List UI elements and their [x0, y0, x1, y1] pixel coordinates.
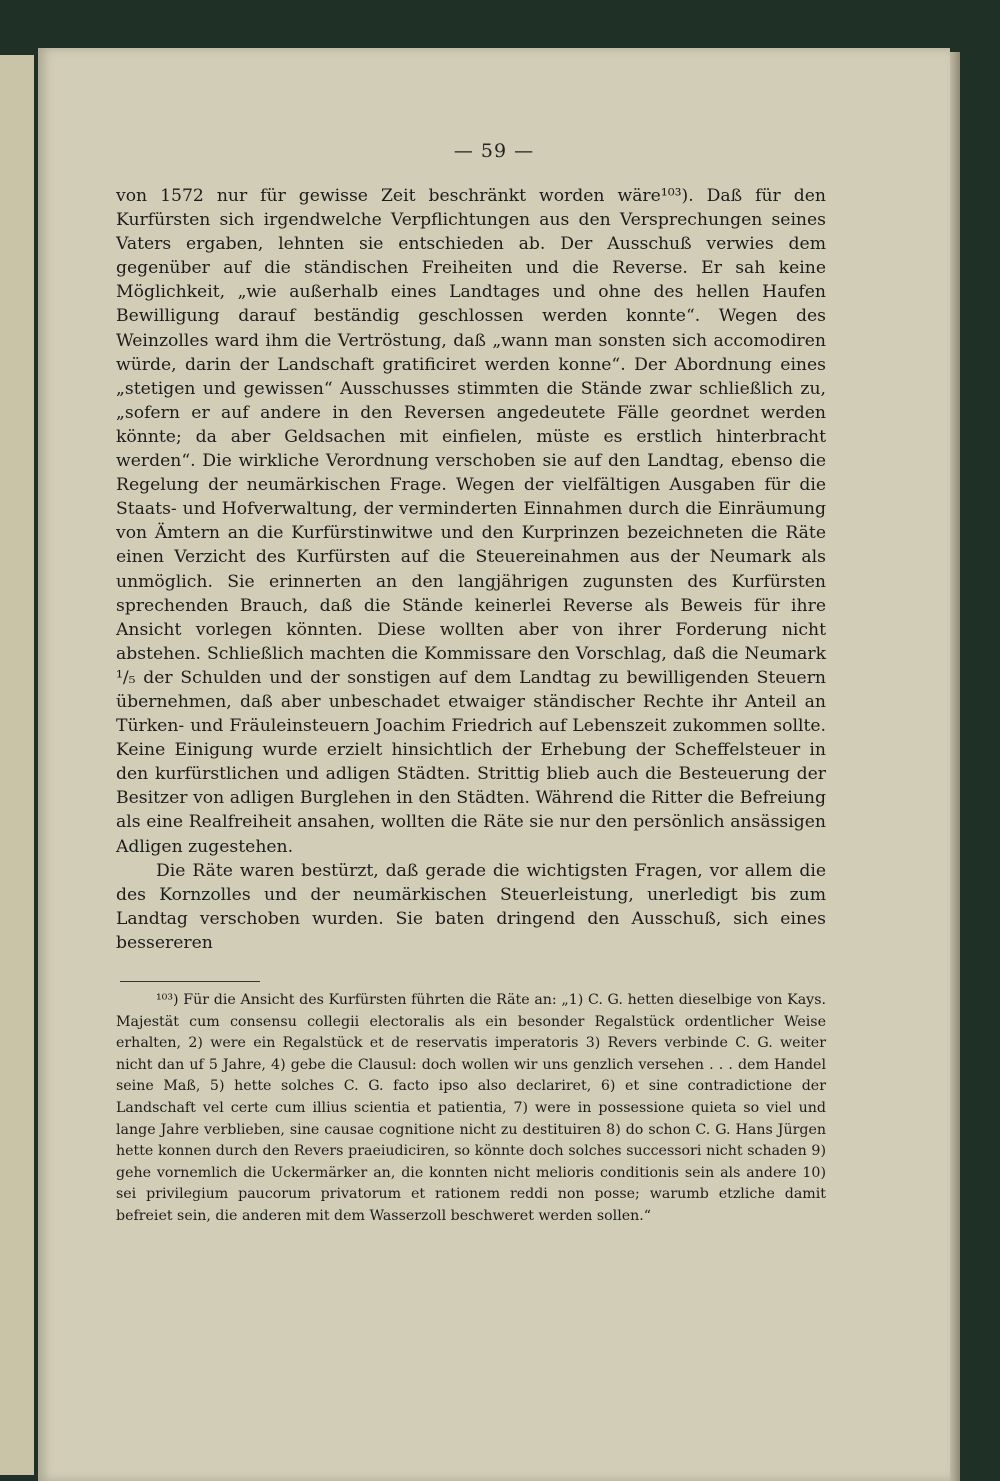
- paragraph: Die Räte waren bestürzt, daß gerade die wichtigsten Fragen, vor allem die des Kornzolles und der neumärkischen Steuerleistung, unerledigt bis zum Landtag verschoben wurden. Sie baten dringend den Ausschuß, sich eines bessereren: [116, 860, 826, 953]
- footnote: ¹⁰³) Für die Ansicht des Kurfürsten führten die Räte an: „1) C. G. hetten dieselbige von Kays. Majestät cum consensu collegii electoralis als ein besonder Regalstück ordentlicher Weise erhalten, 2) were ein Regalstück et de reservatis imperatoris 3) Revers verbinde C. G. weiter nicht dan uf 5 Jahre, 4) gebe die Clausul: doch wollen wir uns genzlich versehen . . . dem Handel seine Maß, 5) hette solches C. G. facto ipso also declariret, 6) et sine contradictione der Landschaft vel certe cum illius scientia et patientia, 7) were in possessione quieta so viel und lange Jahre verblieben, sine causae cognitione nicht zu destituiren 8) do schon C. G. Hans Jürgen hette konnen durch den Revers praeiudiciren, so könnte doch solches successori nicht schaden 9) gehe vornemlich die Uckermärker an, die konnten nicht melioris conditionis sein als andere 10) sei privilegium paucorum privatorum et rationem reddi non posse; warumb etzliche damit befreiet sein, die anderen mit dem Wasserzoll beschweret werden sollen.“: [116, 992, 826, 1224]
- body-text: [116, 184, 826, 955]
- paragraph: von 1572 nur für gewisse Zeit beschränkt worden wäre¹⁰³). Daß für den Kurfürsten sich irgendwelche Verpflichtungen aus den Versprechungen seines Vaters ergaben, lehnten sie entschieden ab. Der Ausschuß verwies dem gegenüber auf die ständischen Freiheiten und die Reverse. Er sah keine Möglichkeit, „wie außerhalb eines Landtages und ohne des hellen Haufen Bewilligung darauf beständig geschlossen werden konnte“. Wegen des Weinzolles ward ihm die Vertröstung, daß „wann man sonsten sich accomodiren würde, darin der Landschaft gratificiret werden konne“. Der Abordnung eines „stetigen und gewissen“ Ausschusses stimmten die Stände zwar schließlich zu, „sofern er auf andere in den Reversen angedeutete Fälle geordnet werden könnte; da aber Geldsachen mit einfielen, müste es erstlich hinterbracht werden“. Die wirkliche Verordnung verschoben sie auf den Landtag, ebenso die Regelung der neumärkischen Frage. Wegen der vielfältigen Ausgaben für die Staats- und Hofverwaltung, der verminderten Einnahmen durch die Einräumung von Ämtern an die Kurfürstinwitwe und den Kurprinzen bezeichneten die Räte einen Verzicht des Kurfürsten auf die Steuereinahmen aus der Neumark als unmöglich. Sie erinnerten an den langjährigen zugunsten des Kurfürsten sprechenden Brauch, daß die Stände keinerlei Reverse als Beweis für ihre Ansicht vorlegen könnten. Diese wollten aber von ihrer Forderung nicht abstehen. Schließlich machten die Kommissare den Vorschlag, daß die Neumark ¹/₅ der Schulden und der sonstigen auf dem Landtag zu bewilligenden Steuern übernehmen, daß aber unbeschadet etwaiger ständischer Rechte ihr Anteil an Türken- und Fräuleinsteuern Joachim Friedrich auf Lebenszeit zukommen sollte. Keine Einigung wurde erzielt hinsichtlich der Erhebung der Scheffelsteuer in den kurfürstlichen und adligen Städten. Strittig blieb auch die Besteuerung der Besitzer von adligen Burglehen in den Städten. Während die Ritter die Befreiung als eine Realfreiheit ansahen, wollten die Räte sie nur den persönlich ansässigen Adligen zugestehen.: [116, 186, 826, 857]
- page-number: — 59 —: [453, 140, 535, 162]
- footnote-divider: [120, 981, 260, 982]
- book-page: [38, 48, 950, 1481]
- left-page-edge: [0, 55, 34, 1475]
- page-edge: [950, 52, 960, 1481]
